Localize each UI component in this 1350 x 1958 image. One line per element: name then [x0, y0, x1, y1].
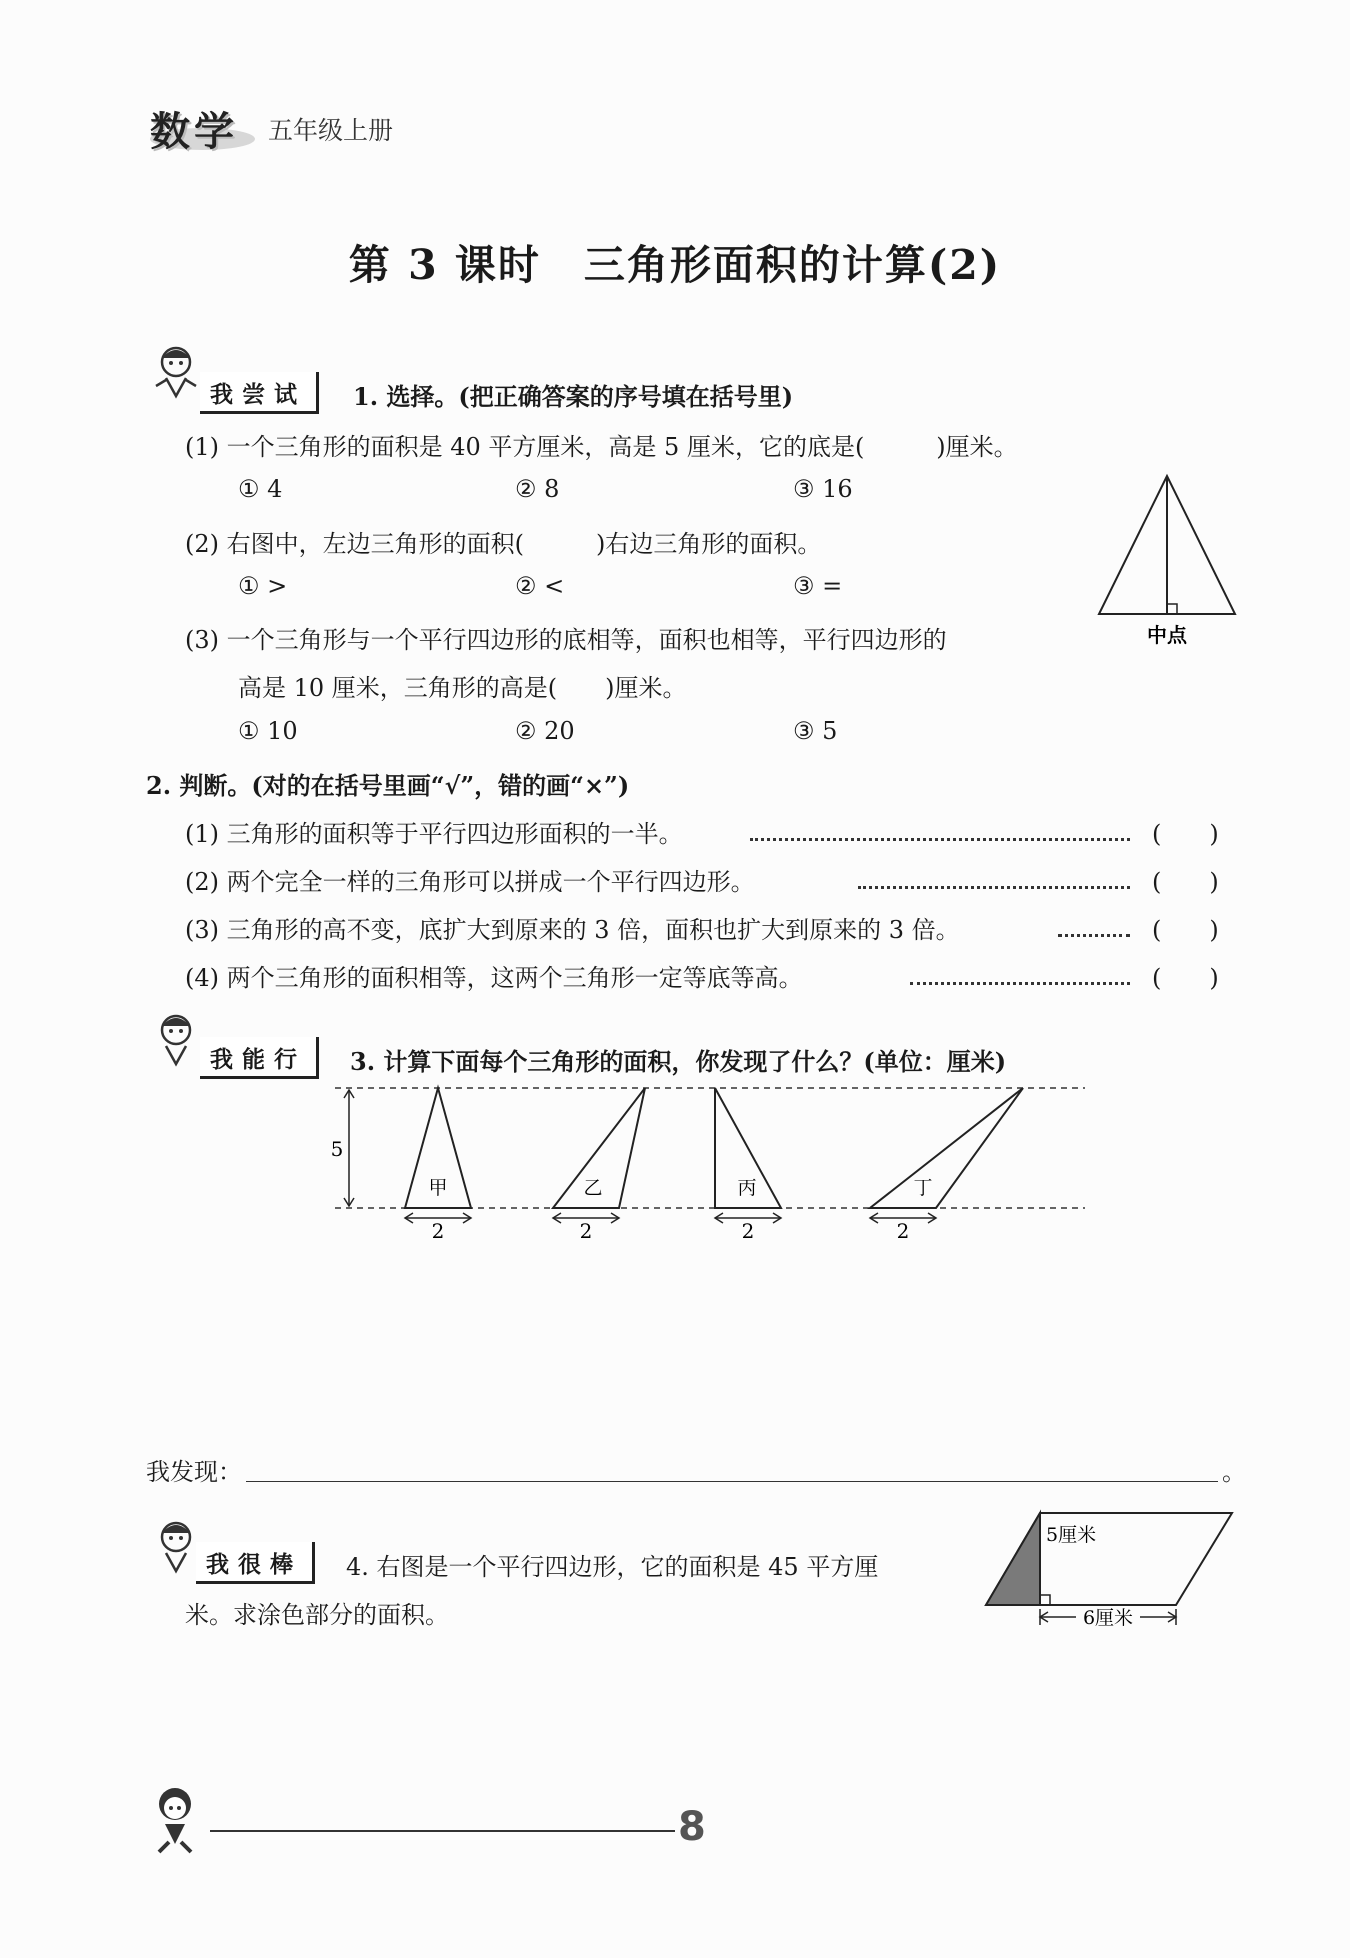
q4-parallelogram-figure	[980, 1505, 1240, 1640]
q2-answer-3[interactable]: ( )	[1152, 916, 1219, 944]
midpoint-label: 中点	[1147, 623, 1187, 647]
q1-part3-stem-line2: 高是 10 厘米，三角形的高是( )厘米。	[238, 674, 687, 702]
q2-answer-1[interactable]: ( )	[1152, 820, 1219, 848]
mascot-icon	[148, 340, 203, 402]
section-badge-try: 我尝试	[200, 372, 319, 414]
triangle-ding-label: 丁	[913, 1177, 933, 1199]
question-2-title: 2. 判断。(对的在括号里画“√”，错的画“×”)	[146, 771, 630, 800]
shaded-triangle	[986, 1513, 1040, 1605]
question-4-line2: 米。求涂色部分的面积。	[185, 1601, 449, 1629]
q4-base-label: 6厘米	[1082, 1607, 1134, 1629]
q1-p2-option-2: ② <	[515, 572, 565, 600]
section-badge-great: 我很棒	[196, 1542, 315, 1584]
q1-p3-option-3: ③ 5	[793, 717, 838, 745]
triangle-ding	[870, 1088, 1023, 1208]
discover-answer-line[interactable]	[246, 1481, 1218, 1482]
q1-p1-option-1: ① 4	[238, 475, 283, 503]
question-3-title: 3. 计算下面每个三角形的面积，你发现了什么？(单位：厘米)	[350, 1047, 1007, 1076]
question-1-title: 1. 选择。(把正确答案的序号填在括号里)	[353, 382, 794, 411]
mascot-icon	[148, 1008, 203, 1070]
discover-end-mark: 。	[1222, 1458, 1246, 1486]
q2-answer-2[interactable]: ( )	[1152, 868, 1219, 896]
mascot-icon	[148, 1515, 203, 1577]
triangle-jia-base: 2	[431, 1219, 445, 1243]
q2-item-2: (2) 两个完全一样的三角形可以拼成一个平行四边形。	[185, 868, 755, 896]
triangle-jia-label: 甲	[428, 1177, 448, 1199]
q1-p3-option-1: ① 10	[238, 717, 298, 745]
q1-p3-option-2: ② 20	[515, 717, 575, 745]
q1-p2-option-1: ① >	[238, 572, 288, 600]
q1-part2-stem: (2) 右图中，左边三角形的面积( )右边三角形的面积。	[185, 530, 822, 558]
q1-p1-option-3: ③ 16	[793, 475, 853, 503]
triangle-yi-base: 2	[579, 1219, 593, 1243]
q1-part1-stem: (1) 一个三角形的面积是 40 平方厘米，高是 5 厘米，它的底是( )厘米。	[185, 433, 1018, 461]
triangle-ding-base: 2	[896, 1219, 910, 1243]
q1-p2-option-3: ③ =	[793, 572, 843, 600]
q3-height-label: 5	[330, 1137, 344, 1161]
footer-rule	[210, 1830, 675, 1832]
triangle-bing-label: 丙	[737, 1177, 757, 1199]
q4-height-label: 5厘米	[1046, 1524, 1097, 1546]
q2-item-3-leader	[1058, 934, 1130, 937]
q3-triangles-figure	[325, 1082, 1095, 1247]
q1-triangle-figure	[1095, 470, 1240, 650]
q2-item-2-leader	[858, 886, 1130, 889]
q2-answer-4[interactable]: ( )	[1152, 964, 1219, 992]
q2-item-4: (4) 两个三角形的面积相等，这两个三角形一定等底等高。	[185, 964, 803, 992]
question-4-line1: 4. 右图是一个平行四边形，它的面积是 45 平方厘	[346, 1553, 879, 1581]
section-badge-can: 我能行	[200, 1037, 319, 1079]
q2-item-1: (1) 三角形的面积等于平行四边形面积的一半。	[185, 820, 683, 848]
subject-title: 数学	[150, 109, 238, 155]
q2-item-3: (3) 三角形的高不变，底扩大到原来的 3 倍，面积也扩大到原来的 3 倍。	[185, 916, 960, 944]
discover-label: 我发现：	[146, 1458, 242, 1486]
q2-item-4-leader	[910, 982, 1130, 985]
triangle-bing-base: 2	[741, 1219, 755, 1243]
lesson-title: 第 3 课时 三角形面积的计算(2)	[348, 241, 1002, 289]
q1-part3-stem-line1: (3) 一个三角形与一个平行四边形的底相等，面积也相等，平行四边形的	[185, 626, 947, 654]
page-number: 8	[678, 1804, 706, 1850]
triangle-yi-label: 乙	[583, 1177, 603, 1199]
q1-p1-option-2: ② 8	[515, 475, 560, 503]
q2-item-1-leader	[750, 838, 1130, 841]
footer-mascot-icon	[145, 1782, 215, 1862]
grade-label: 五年级上册	[268, 116, 394, 145]
